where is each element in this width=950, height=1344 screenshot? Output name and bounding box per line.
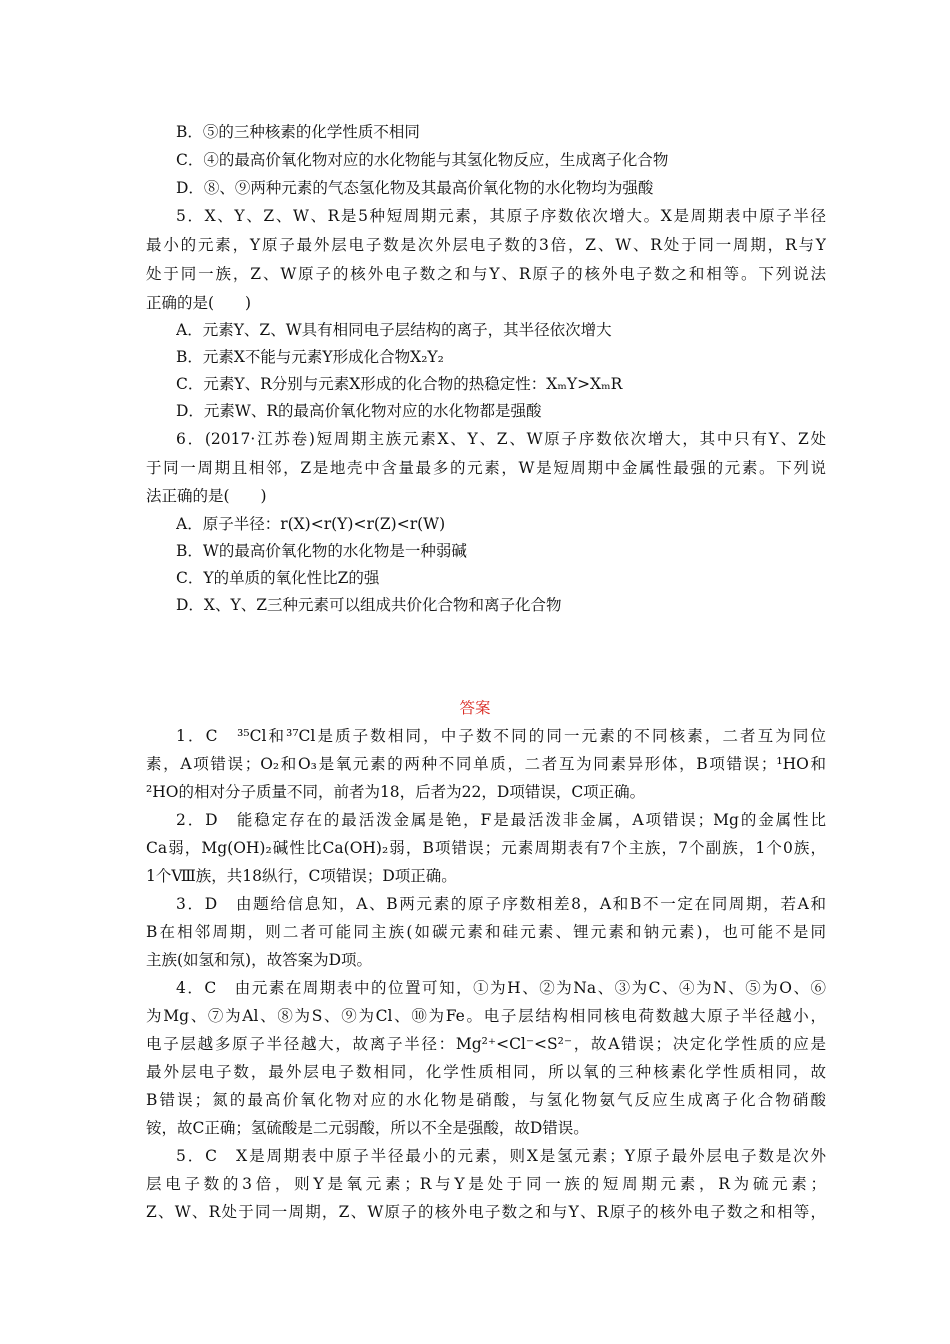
q5-stem-line: 处于同一族，Z、W原子的核外电子数之和与Y、R原子的核外电子数之和相等。下列说法	[146, 265, 826, 283]
q5-option-b: B．元素X不能与元素Y形成化合物X₂Y₂	[176, 348, 444, 366]
q5-stem-line: 5．X、Y、Z、W、R是5种短周期元素，其原子序数依次增大。X是周期表中原子半径	[176, 207, 826, 225]
answer-3-line: 主族(如氢和氖)，故答案为D项。	[146, 951, 373, 969]
answer-2-line: 2．D 能稳定存在的最活泼金属是铯，F是最活泼非金属，A项错误；Mg的金属性比	[176, 811, 826, 829]
answer-1-line: 素，A项错误；O₂和O₃是氧元素的两种不同单质，二者互为同素异形体，B项错误；¹HO和	[146, 755, 826, 773]
answer-4-line: 电子层越多原子半径越大，故离子半径：Mg²⁺<Cl⁻<S²⁻，故A错误；决定化学性质的应是	[146, 1035, 826, 1053]
q6-stem-line: 于同一周期且相邻，Z是地壳中含量最多的元素，W是短周期中金属性最强的元素。下列说	[146, 459, 826, 477]
q4-option-b: B．⑤的三种核素的化学性质不相同	[176, 123, 420, 141]
answer-5-line: Z、W、R处于同一周期，Z、W原子的核外电子数之和与Y、R原子的核外电子数之和相等，	[146, 1203, 826, 1221]
answer-4-line: 最外层电子数，最外层电子数相同，化学性质相同，所以氧的三种核素化学性质相同，故	[146, 1063, 826, 1081]
q6-option-b: B．W的最高价氧化物的水化物是一种弱碱	[176, 542, 467, 560]
answer-4-line: 为Mg、⑦为Al、⑧为S、⑨为Cl、⑩为Fe。电子层结构相同核电荷数越大原子半径越小，	[146, 1007, 826, 1025]
answer-3-line: 3．D 由题给信息知，A、B两元素的原子序数相差8，A和B不一定在同周期，若A和	[176, 895, 826, 913]
q4-option-c: C．④的最高价氧化物对应的水化物能与其氢化物反应，生成离子化合物	[176, 151, 669, 169]
answer-3-line: B在相邻周期，则二者可能同主族(如碳元素和硅元素、锂元素和钠元素)，也可能不是同	[146, 923, 826, 941]
q5-option-c: C．元素Y、R分别与元素X形成的化合物的热稳定性：XₘY>XₘR	[176, 375, 623, 393]
q6-option-a: A．原子半径：r(X)<r(Y)<r(Z)<r(W)	[176, 515, 446, 533]
q5-option-a: A．元素Y、Z、W具有相同电子层结构的离子，其半径依次增大	[176, 321, 612, 339]
q5-stem-line: 正确的是( )	[146, 294, 252, 312]
q6-stem-line: 法正确的是( )	[146, 487, 267, 505]
answer-2-line: Ca弱，Mg(OH)₂碱性比Ca(OH)₂弱，B项错误；元素周期表有7个主族，7个副族，1个0族，	[146, 839, 826, 857]
answer-4-line: 4．C 由元素在周期表中的位置可知，①为H、②为Na、③为C、④为N、⑤为O、⑥	[176, 979, 826, 997]
answer-1-line: 1．C ³⁵Cl和³⁷Cl是质子数相同，中子数不同的同一元素的不同核素，二者互为同位	[176, 727, 826, 745]
q6-stem-line: 6．(2017·江苏卷)短周期主族元素X、Y、Z、W原子序数依次增大，其中只有Y、Z处	[176, 430, 826, 448]
q5-stem-line: 最小的元素，Y原子最外层电子数是次外层电子数的3倍，Z、W、R处于同一周期，R与Y	[146, 236, 826, 254]
answer-2-line: 1个Ⅷ族，共18纵行，C项错误；D项正确。	[146, 867, 457, 885]
answer-1-line: ²HO的相对分子质量不同，前者为18，后者为22，D项错误，C项正确。	[146, 783, 646, 801]
answer-5-line: 层电子数的3倍，则Y是氧元素；R与Y是处于同一族的短周期元素，R为硫元素；	[146, 1175, 826, 1193]
q6-option-c: C．Y的单质的氧化性比Z的强	[176, 569, 380, 587]
answer-5-line: 5．C X是周期表中原子半径最小的元素，则X是氢元素；Y原子最外层电子数是次外	[176, 1147, 826, 1165]
answers-title: 答案	[459, 699, 491, 717]
answer-4-line: 铵，故C正确；氢硫酸是二元弱酸，所以不全是强酸，故D错误。	[146, 1119, 589, 1137]
q4-option-d: D．⑧、⑨两种元素的气态氢化物及其最高价氧化物的水化物均为强酸	[176, 179, 654, 197]
q6-option-d: D．X、Y、Z三种元素可以组成共价化合物和离子化合物	[176, 596, 562, 614]
answer-4-line: B错误；氮的最高价氧化物对应的水化物是硝酸，与氢化物氨气反应生成离子化合物硝酸	[146, 1091, 826, 1109]
q5-option-d: D．元素W、R的最高价氧化物对应的水化物都是强酸	[176, 402, 542, 420]
